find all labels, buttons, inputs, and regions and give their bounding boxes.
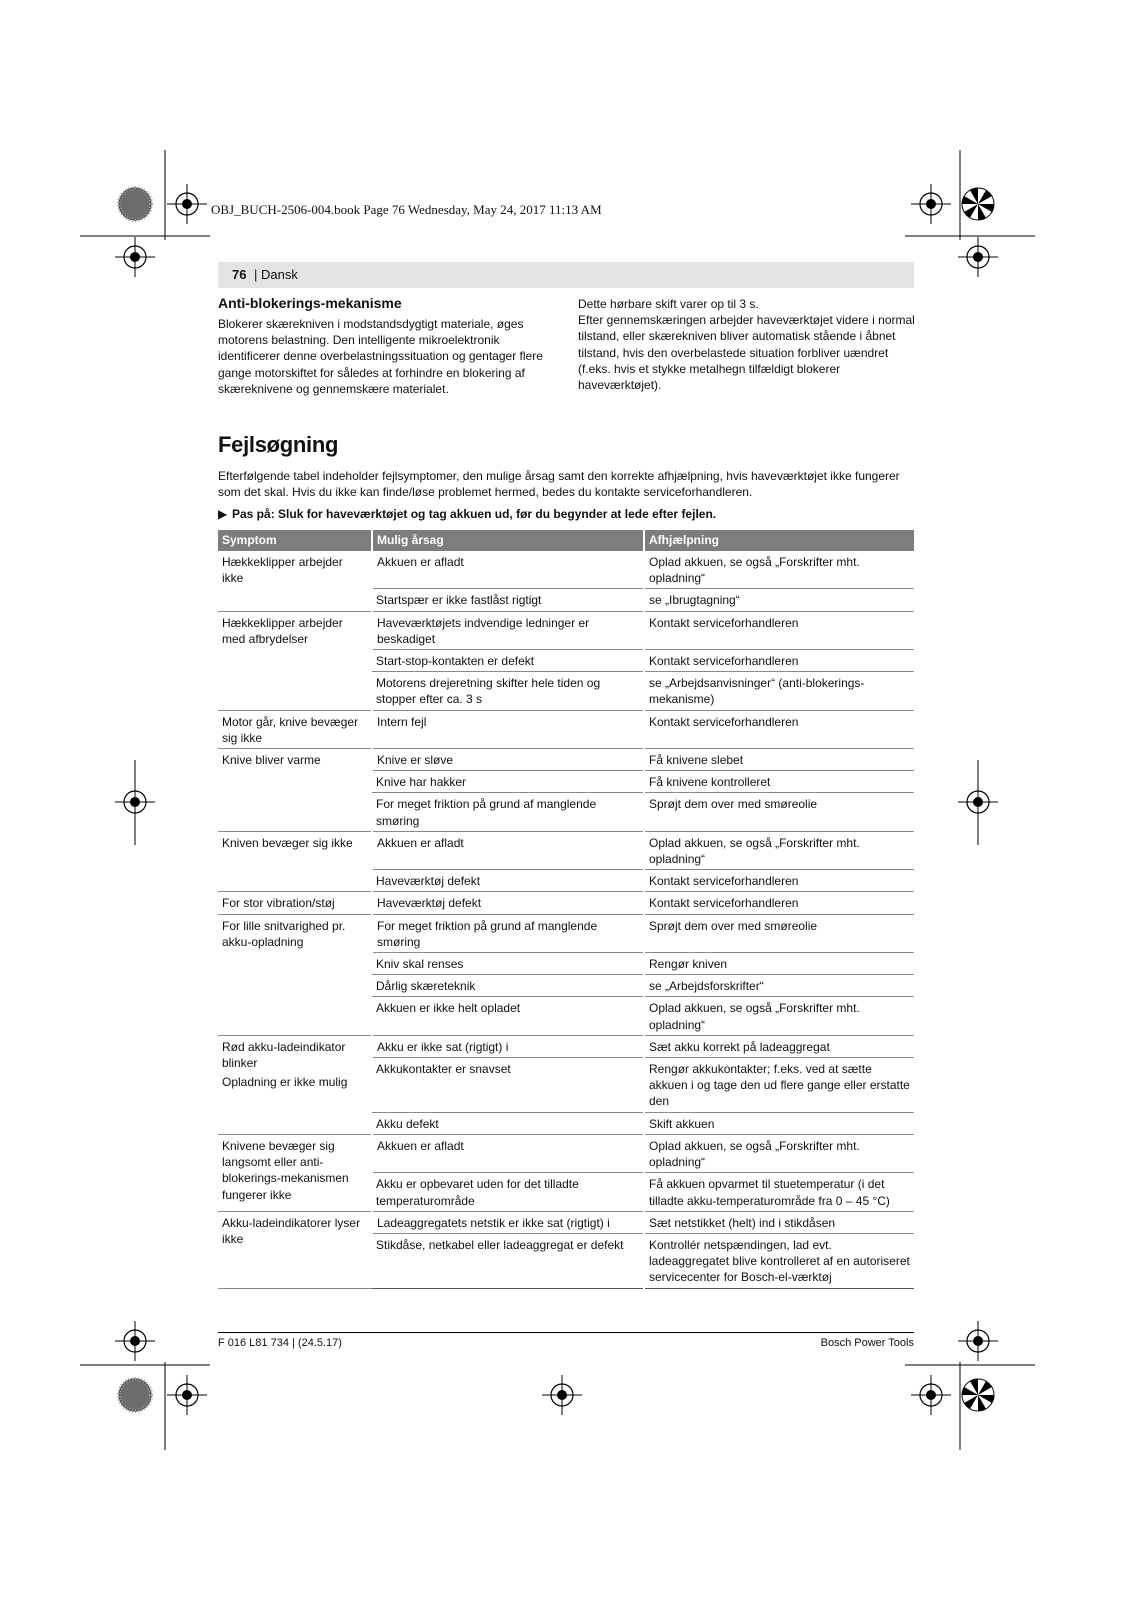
cause-cell: Akku defekt <box>372 1112 644 1134</box>
symptom-text: Hækkeklipper arbejder med afbrydelser <box>222 615 343 646</box>
section-intro: Efterfølgende tabel indeholder fejlsymptomer, den mulige årsag samt den korrekte afhjælpning, hvis haveværktøjet ikke fungerer som det skal. Hvis du ikke kan finde/løse problemet hermed, bedes du kontakte serviceforhandleren. <box>218 469 900 500</box>
footer-brand: Bosch Power Tools <box>820 1337 914 1349</box>
symptom-text: For stor vibration/støj <box>222 896 335 911</box>
cause-cell: Motorens drejeretning skifter hele tiden og stopper efter ca. 3 s <box>372 672 644 710</box>
symptom-cell <box>218 611 372 710</box>
remedy-cell: Kontakt serviceforhandleren <box>644 710 914 748</box>
remedy-cell: Oplad akkuen, se også „Forskrifter mht. opladning“ <box>644 551 914 589</box>
symptom-cell <box>218 749 372 832</box>
cause-cell: Knive er sløve <box>372 749 644 771</box>
cause-cell: Dårlig skæreteknik <box>372 975 644 997</box>
table-row <box>218 914 914 952</box>
troubleshooting-table <box>218 530 914 1289</box>
remedy-cell: se „Arbejdsanvisninger“ (anti-blokerings-mekanisme) <box>644 672 914 710</box>
remedy-cell: Sprøjt dem over med smøreolie <box>644 914 914 952</box>
play-triangle-icon: ▶ <box>218 507 228 521</box>
table-body <box>218 551 914 1288</box>
table-row <box>218 831 914 869</box>
cause-cell: Akkuen er afladt <box>372 1134 644 1172</box>
table-row <box>218 611 914 649</box>
cause-cell: Akku er opbevaret uden for det tilladte temperaturområde <box>372 1173 644 1211</box>
footer-rule <box>218 1332 914 1333</box>
star-target-icon <box>962 1379 994 1411</box>
remedy-cell: Få akkuen opvarmet til stuetemperatur (i det tilladte akku-temperaturområde fra 0 – 45 °C) <box>644 1173 914 1211</box>
anti-blocking-text: Blokerer skærekniven i modstandsdygtigt materiale, øges motorens belastning. Den intelligente mikroelektronik identificerer denne overbelastningssituation og gentager flere gange motorskiftet for således at forhindre en blokering af skæreknivene og gennemskære materialet. <box>218 317 543 396</box>
cause-cell: Akkukontakter er snavset <box>372 1058 644 1113</box>
remedy-cell: Få knivene slebet <box>644 749 914 771</box>
table-row <box>218 749 914 771</box>
symptom-text: Hækkeklipper arbejder ikke <box>222 555 343 586</box>
symptom-cell <box>218 831 372 892</box>
right-column-line2: Efter gennemskæringen arbejder haveværktøjet videre i normal tilstand, eller skærekniven bliver automatisk stående i åbnet tilstand, hvis den overbelastede situation forbliver uændret (f.eks. hvis et stykke metalhegn tilfældigt blokerer haveværktøjet). <box>578 313 915 393</box>
color-wheel-icon <box>119 188 151 220</box>
book-header: OBJ_BUCH-2506-004.book Page 76 Wednesday, May 24, 2017 11:13 AM <box>211 202 602 217</box>
remedy-cell: Få knivene kontrolleret <box>644 771 914 793</box>
cause-cell: Knive har hakker <box>372 771 644 793</box>
table-row <box>218 1035 914 1057</box>
cause-cell: Intern fejl <box>372 710 644 748</box>
remedy-cell: Sæt netstikket (helt) ind i stikdåsen <box>644 1211 914 1233</box>
table-row <box>218 710 914 748</box>
color-wheel-icon <box>119 1379 151 1411</box>
remedy-cell: Kontrollér netspændingen, lad evt. ladeaggregatet blive kontrolleret af en autoriseret servicecenter for Bosch-el-værktøj <box>644 1233 914 1288</box>
remedy-cell: Kontakt serviceforhandleren <box>644 650 914 672</box>
symptom-text: For lille snitvarighed pr. akku-opladning <box>222 918 346 949</box>
remedy-cell: se „Arbejdsforskrifter“ <box>644 975 914 997</box>
cause-cell: For meget friktion på grund af manglende smøring <box>372 793 644 831</box>
cause-cell: Haveværktøjets indvendige ledninger er beskadiget <box>372 611 644 649</box>
symptom-text: Kniven bevæger sig ikke <box>222 835 353 850</box>
symptom-cell <box>218 551 372 611</box>
star-target-icon <box>962 188 994 220</box>
remedy-cell: Kontakt serviceforhandleren <box>644 611 914 649</box>
remedy-cell: Skift akkuen <box>644 1112 914 1134</box>
header-cause: Mulig årsag <box>372 530 644 551</box>
warning-note <box>218 506 918 522</box>
page-language: Dansk <box>261 267 298 282</box>
left-column <box>218 294 556 397</box>
table-row <box>218 551 914 589</box>
footer-doc-code: F 016 L81 734 | (24.5.17) <box>218 1337 342 1349</box>
remedy-cell: se „Ibrugtagning“ <box>644 589 914 611</box>
symptom-cell <box>218 914 372 1035</box>
table-row <box>218 1134 914 1172</box>
anti-blocking-heading: Anti-blokerings-mekanisme <box>218 295 402 311</box>
remedy-cell: Kontakt serviceforhandleren <box>644 892 914 914</box>
remedy-cell: Sprøjt dem over med smøreolie <box>644 793 914 831</box>
table-header-row <box>218 530 914 551</box>
table-row <box>218 1211 914 1233</box>
remedy-cell: Rengør akkukontakter; f.eks. ved at sætte akkuen i og tage den ud flere gange eller erstatte den <box>644 1058 914 1113</box>
right-column <box>578 296 916 393</box>
header-remedy: Afhjælpning <box>644 530 914 551</box>
cause-cell: Akku er ikke sat (rigtigt) i <box>372 1035 644 1057</box>
table-row <box>218 892 914 914</box>
symptom-cell <box>218 710 372 748</box>
symptom-text: Motor går, knive bevæger sig ikke <box>222 714 359 745</box>
cause-cell: Haveværktøj defekt <box>372 892 644 914</box>
cause-cell: Ladeaggregatets netstik er ikke sat (rigtigt) i <box>372 1211 644 1233</box>
cause-cell: Kniv skal renses <box>372 953 644 975</box>
section-title: Fejlsøgning <box>218 432 339 457</box>
remedy-cell: Oplad akkuen, se også „Forskrifter mht. opladning“ <box>644 997 914 1035</box>
symptom-extra-text: Opladning er ikke mulig <box>222 1075 348 1090</box>
cause-cell: Start-stop-kontakten er defekt <box>372 650 644 672</box>
symptom-text: Rød akku-ladeindikator blinker <box>222 1039 346 1071</box>
cause-cell: Startspær er ikke fastlåst rigtigt <box>372 589 644 611</box>
symptom-text: Akku-ladeindikatorer lyser ikke <box>222 1215 361 1246</box>
symptom-cell <box>218 1035 372 1134</box>
remedy-cell: Sæt akku korrekt på ladeaggregat <box>644 1035 914 1057</box>
cause-cell: Akkuen er ikke helt opladet <box>372 997 644 1035</box>
symptom-text: Knive bliver varme <box>222 753 321 768</box>
remedy-cell: Kontakt serviceforhandleren <box>644 870 914 892</box>
remedy-cell: Oplad akkuen, se også „Forskrifter mht. opladning“ <box>644 831 914 869</box>
cause-cell: For meget friktion på grund af manglende smøring <box>372 914 644 952</box>
symptom-cell <box>218 892 372 914</box>
cause-cell: Stikdåse, netkabel eller ladeaggregat er defekt <box>372 1233 644 1288</box>
symptom-text: Knivene bevæger sig langsomt eller anti-blokerings-mekanismen fungerer ikke <box>222 1138 349 1202</box>
cause-cell: Haveværktøj defekt <box>372 870 644 892</box>
page-number: 76 <box>232 267 247 282</box>
symptom-cell <box>218 1211 372 1288</box>
cause-cell: Akkuen er afladt <box>372 831 644 869</box>
cause-cell: Akkuen er afladt <box>372 551 644 589</box>
right-column-line1: Dette hørbare skift varer op til 3 s. <box>578 297 759 311</box>
page-header-band <box>218 262 914 288</box>
warning-text: Pas på: Sluk for haveværktøjet og tag akkuen ud, før du begynder at lede efter fejlen. <box>232 507 717 521</box>
page-separator: | <box>254 267 258 282</box>
header-symptom: Symptom <box>218 530 372 551</box>
remedy-cell: Rengør kniven <box>644 953 914 975</box>
symptom-cell <box>218 1134 372 1211</box>
remedy-cell: Oplad akkuen, se også „Forskrifter mht. opladning“ <box>644 1134 914 1172</box>
